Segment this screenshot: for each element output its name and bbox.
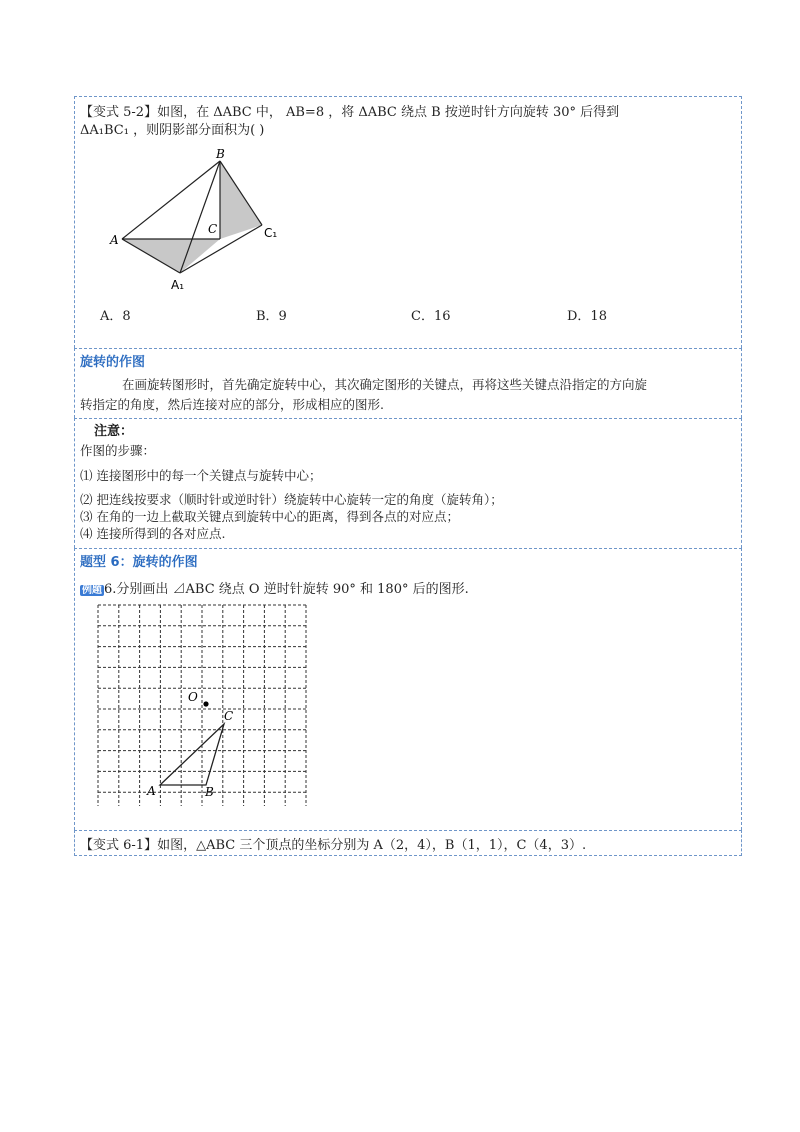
question-text: 如图，在 ΔABC 中， AB=8 ，将 ΔABC 绕点 B 按逆时针方向旋转 30° 后得到 (157, 105, 620, 120)
type-6-heading: 题型 6：旋转的作图 (80, 555, 198, 570)
rotation-drawing-text-2: 转指定的角度，然后连接对应的部分，形成相应的图形. (80, 397, 384, 412)
label-A1: A₁ (171, 278, 185, 292)
notice-heading: 注意： (94, 424, 134, 439)
option-a[interactable]: A．8 (100, 309, 131, 324)
segment-BA1 (180, 161, 220, 273)
notice-step-2: ⑵ 把连线按要求（顺时针或逆时针）绕旋转中心旋转一定的角度（旋转角）； (80, 492, 503, 507)
label-C: C (224, 709, 234, 723)
label-O: O (188, 690, 198, 704)
rotation-figure (100, 140, 300, 300)
notice-subtitle: 作图的步骤： (80, 443, 156, 458)
question-5-2-line2: ΔA₁BC₁ ，则阴影部分面积为( ) (80, 123, 265, 138)
label-B: B (205, 785, 214, 799)
segment-AB (122, 161, 220, 239)
example-badge: 例题 (82, 585, 102, 596)
triangle-ABC (160, 724, 224, 785)
label-A: A (110, 233, 119, 247)
example-6-text: 6.分别画出 ⊿ABC 绕点 O 逆时针旋转 90° 和 180° 后的图形. (104, 582, 469, 597)
notice-step-3: ⑶ 在角的一边上截取关键点到旋转中心的距离，得到各点的对应点； (80, 509, 459, 524)
label-B: B (216, 147, 225, 161)
example-6-question (80, 578, 469, 597)
label-A: A (147, 784, 156, 798)
shaded-region-right (220, 161, 262, 239)
question-5-2-line1 (80, 101, 619, 120)
rotation-drawing-text-1: 在画旋转图形时，首先确定旋转中心，其次确定图形的关键点，再将这些关键点沿指定的方向旋 (122, 377, 648, 392)
question-tag: 【变式 5-2】 (80, 105, 158, 120)
option-b[interactable]: B．9 (256, 309, 287, 324)
option-c[interactable]: C．16 (411, 309, 451, 324)
point-O (203, 701, 208, 706)
rotation-drawing-heading: 旋转的作图 (80, 355, 146, 370)
option-d[interactable]: D．18 (567, 309, 607, 324)
label-C1: C₁ (264, 226, 278, 240)
notice-step-4: ⑷ 连接所得到的各对应点. (80, 526, 226, 541)
notice-step-1: ⑴ 连接图形中的每一个关键点与旋转中心； (80, 468, 322, 483)
label-C: C (208, 222, 218, 236)
grid-lines (98, 605, 306, 806)
grid-figure (95, 602, 311, 806)
question-6-1-text: 【变式 6-1】如图，△ABC 三个顶点的坐标分别为 A（2，4），B（1，1），C（4，3）. (80, 838, 587, 853)
